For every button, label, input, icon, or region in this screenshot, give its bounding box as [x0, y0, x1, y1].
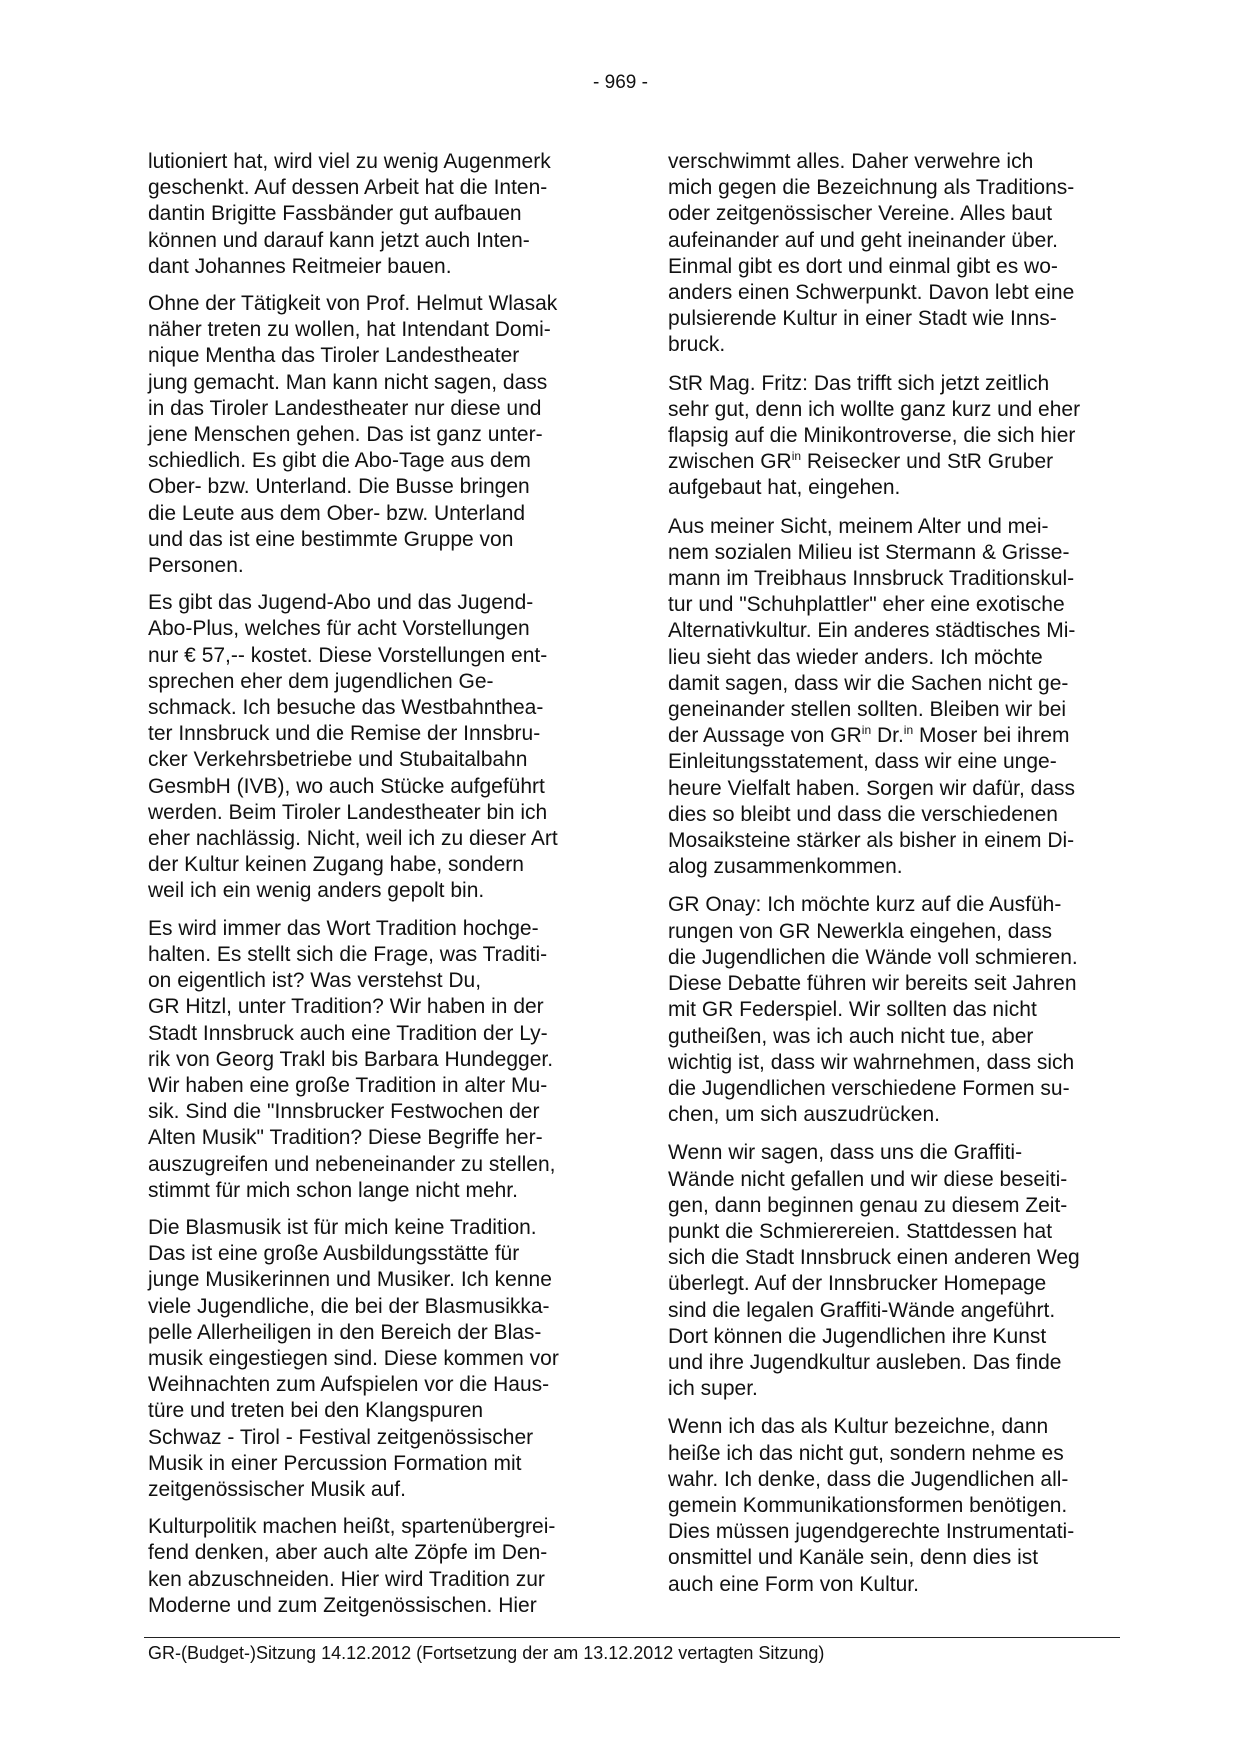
left-column	[148, 149, 598, 1630]
superscript: in	[903, 723, 914, 738]
footer-divider	[144, 1637, 1120, 1638]
text-line: die Jugendlichen die Wände voll schmieren.	[668, 945, 1078, 969]
text-line: die Leute aus dem Ober- bzw. Unterland	[148, 501, 526, 525]
text-line: lutioniert hat, wird viel zu wenig Augenmerk	[148, 150, 551, 173]
text-line: Es gibt das Jugend-Abo und das Jugend-	[148, 591, 534, 615]
text-line: tur und "Schuhplattler" eher eine exotische	[668, 593, 1065, 617]
text-line: Alternativkultur. Ein anderes städtisches Mi-	[668, 619, 1076, 643]
text-line: rungen von GR Newerkla eingehen, dass	[668, 919, 1053, 943]
text-line: junge Musikerinnen und Musiker. Ich kenne	[148, 1268, 552, 1292]
text-line: sik. Sind die "Innsbrucker Festwochen der	[148, 1100, 540, 1124]
superscript: in	[791, 449, 802, 464]
paragraph	[668, 514, 1120, 881]
text-line: Dort können die Jugendlichen ihre Kunst	[668, 1324, 1047, 1348]
text-line: pulsierende Kultur in einer Stadt wie Inns-	[668, 307, 1057, 331]
paragraph	[148, 590, 598, 904]
text-line: Die Blasmusik ist für mich keine Tradition.	[148, 1215, 537, 1239]
text-line: Einmal gibt es dort und einmal gibt es wo-	[668, 254, 1058, 278]
text-line-with-superscript	[668, 449, 1120, 475]
text-line: Stadt Innsbruck auch eine Tradition der Ly-	[148, 1021, 548, 1045]
text-line: dies so bleibt und dass die verschiedenen	[668, 802, 1058, 826]
text-line: Alten Musik" Tradition? Diese Begriffe her-	[148, 1126, 543, 1150]
paragraph	[148, 149, 598, 280]
text-line: ken abzuschneiden. Hier wird Tradition zur	[148, 1567, 545, 1591]
text-line: nique Mentha das Tiroler Landestheater	[148, 344, 520, 368]
text-line: Weihnachten zum Aufspielen vor die Haus-	[148, 1373, 550, 1397]
text-line: stimmt für mich schon lange nicht mehr.	[148, 1178, 518, 1202]
text-line: fend denken, aber auch alte Zöpfe im Den-	[148, 1541, 548, 1565]
text-line: viele Jugendliche, die bei der Blasmusikka-	[148, 1294, 550, 1318]
text-line: Abo-Plus, welches für acht Vorstellungen	[148, 617, 530, 641]
text-line: wichtig ist, dass wir wahrnehmen, dass sich	[668, 1050, 1075, 1074]
text-line: mann im Treibhaus Innsbruck Traditionskul-	[668, 567, 1075, 591]
paragraph	[148, 1514, 598, 1619]
text-line: mit GR Federspiel. Wir sollten das nicht	[668, 998, 1037, 1022]
text-line: Aus meiner Sicht, meinem Alter und mei-	[668, 514, 1049, 538]
text-line: näher treten zu wollen, hat Intendant Domi-	[148, 318, 551, 342]
text-line: Es wird immer das Wort Tradition hochge-	[148, 916, 539, 940]
text-line: Schwaz - Tirol - Festival zeitgenössischer	[148, 1425, 534, 1449]
text-line: pelle Allerheiligen in den Bereich der Blas-	[148, 1320, 542, 1344]
text-line: schiedlich. Es gibt die Abo-Tage aus dem	[148, 449, 531, 473]
page-number: - 969 -	[593, 72, 648, 93]
text-line: lieu sieht das wieder anders. Ich möchte	[668, 645, 1043, 669]
text-line: Kulturpolitik machen heißt, spartenübergrei-	[148, 1515, 556, 1539]
text-line: heiße ich das nicht gut, sondern nehme es	[668, 1441, 1064, 1465]
text-fragment: Dr.	[871, 724, 904, 748]
text-line: und ihre Jugendkultur ausleben. Das finde	[668, 1350, 1062, 1374]
text-line: geschenkt. Auf dessen Arbeit hat die Inten-	[148, 176, 548, 200]
text-line: Personen.	[148, 554, 244, 578]
text-line: überlegt. Auf der Innsbrucker Homepage	[668, 1272, 1047, 1296]
text-line: Wände nicht gefallen und wir diese beseiti-	[668, 1167, 1068, 1191]
text-line: verschwimmt alles. Daher verwehre ich	[668, 150, 1034, 173]
text-line: musik eingestiegen sind. Diese kommen vor	[148, 1346, 559, 1370]
text-line: heure Vielfalt haben. Sorgen wir dafür, dass	[668, 776, 1076, 800]
paragraph	[148, 916, 598, 1204]
text-line: cker Verkehrsbetriebe und Stubaitalbahn	[148, 748, 528, 772]
paragraph	[148, 291, 598, 579]
text-line: gen, dann beginnen genau zu diesem Zeit-	[668, 1193, 1068, 1217]
text-line: Musik in einer Percussion Formation mit	[148, 1451, 522, 1475]
text-line: wahr. Ich denke, dass die Jugendlichen all-	[668, 1467, 1069, 1491]
text-line: bruck.	[668, 333, 726, 357]
text-line: Einleitungsstatement, dass wir eine unge-	[668, 750, 1057, 774]
text-line: auch eine Form von Kultur.	[668, 1572, 919, 1596]
text-line: türe und treten bei den Klangspuren	[148, 1399, 484, 1423]
text-line: auszugreifen und nebeneinander zu stellen,	[148, 1152, 556, 1176]
text-line: sich die Stadt Innsbruck einen anderen Weg	[668, 1246, 1080, 1270]
text-line: GesmbH (IVB), wo auch Stücke aufgeführt	[148, 774, 545, 798]
text-fragment: zwischen GR	[668, 450, 792, 474]
text-line: Moderne und zum Zeitgenössischen. Hier	[148, 1593, 537, 1617]
text-line: Das ist eine große Ausbildungsstätte für	[148, 1242, 520, 1266]
text-line: jene Menschen gehen. Das ist ganz unter-	[148, 423, 543, 447]
text-line: gemein Kommunikationsformen benötigen.	[668, 1493, 1068, 1517]
text-line: aufgebaut hat, eingehen.	[668, 476, 901, 500]
text-line: die Jugendlichen verschiedene Formen su-	[668, 1076, 1070, 1100]
paragraph	[668, 1140, 1120, 1402]
text-line: punkt die Schmierereien. Stattdessen hat	[668, 1219, 1053, 1243]
text-line: können und darauf kann jetzt auch Inten-	[148, 228, 530, 252]
text-line: Dies müssen jugendgerechte Instrumentati-	[668, 1520, 1075, 1544]
text-line: Ober- bzw. Unterland. Die Busse bringen	[148, 475, 530, 499]
text-line: schmack. Ich besuche das Westbahnthea-	[148, 696, 544, 720]
text-line: zeitgenössischer Musik auf.	[148, 1477, 406, 1501]
text-line: ter Innsbruck und die Remise der Innsbru-	[148, 722, 541, 746]
text-line: und das ist eine bestimmte Gruppe von	[148, 527, 514, 551]
text-line: in das Tiroler Landestheater nur diese und	[148, 396, 542, 420]
text-line: sind die legalen Graffiti-Wände angeführt.	[668, 1298, 1056, 1322]
text-line: aufeinander auf und geht ineinander über.	[668, 228, 1058, 252]
text-line: anders einen Schwerpunkt. Davon lebt eine	[668, 281, 1075, 305]
text-fragment: der Aussage von GR	[668, 724, 862, 748]
text-line: jung gemacht. Man kann nicht sagen, dass	[148, 370, 548, 394]
text-line: chen, um sich auszudrücken.	[668, 1103, 940, 1127]
text-line: Ohne der Tätigkeit von Prof. Helmut Wlasak	[148, 292, 558, 316]
text-line: dant Johannes Reitmeier bauen.	[148, 254, 452, 278]
text-line: dantin Brigitte Fassbänder gut aufbauen	[148, 202, 522, 226]
text-line: weil ich ein wenig anders gepolt bin.	[148, 879, 485, 903]
speech-fritz	[668, 371, 1120, 502]
text-line: StR Mag. Fritz: Das trifft sich jetzt zeitlich	[668, 371, 1050, 395]
text-fragment: Moser bei ihrem	[913, 724, 1070, 748]
text-line: alog zusammenkommen.	[668, 855, 903, 879]
text-line: Wenn ich das als Kultur bezeichne, dann	[668, 1415, 1049, 1439]
text-line: werden. Beim Tiroler Landestheater bin ich	[148, 800, 548, 824]
text-line: Mosaiksteine stärker als bisher in einem Di-	[668, 829, 1075, 853]
speech-onay	[668, 892, 1120, 1128]
text-line: Diese Debatte führen wir bereits seit Jahren	[668, 972, 1077, 996]
text-line: Wir haben eine große Tradition in alter Mu-	[148, 1073, 548, 1097]
text-line: eher nachlässig. Nicht, weil ich zu dieser Art	[148, 827, 558, 851]
text-line: nur € 57,-- kostet. Diese Vorstellungen ent-	[148, 643, 548, 667]
text-line: Wenn wir sagen, dass uns die Graffiti-	[668, 1141, 1023, 1165]
text-line: sprechen eher dem jugendlichen Ge-	[148, 669, 494, 693]
text-line: oder zeitgenössischer Vereine. Alles baut	[668, 202, 1053, 226]
text-line: GR Hitzl, unter Tradition? Wir haben in der	[148, 995, 544, 1019]
text-line: flapsig auf die Minikontroverse, die sich hier	[668, 424, 1076, 448]
paragraph	[148, 1215, 598, 1503]
right-column	[668, 149, 1120, 1610]
text-line: damit sagen, dass wir die Sachen nicht ge-	[668, 671, 1069, 695]
text-line: mich gegen die Bezeichnung als Traditions-	[668, 176, 1075, 200]
text-line: halten. Es stellt sich die Frage, was Traditi-	[148, 942, 548, 966]
text-line: nem sozialen Milieu ist Stermann & Grisse-	[668, 540, 1070, 564]
text-line: geneinander stellen sollten. Bleiben wir bei	[668, 698, 1067, 722]
text-line: sehr gut, denn ich wollte ganz kurz und eher	[668, 397, 1081, 421]
text-line: onsmittel und Kanäle sein, denn dies ist	[668, 1546, 1039, 1570]
text-line: on eigentlich ist? Was verstehst Du,	[148, 969, 482, 993]
paragraph	[668, 1414, 1120, 1597]
text-fragment: Reisecker und StR Gruber	[801, 450, 1054, 474]
text-line: der Kultur keinen Zugang habe, sondern	[148, 853, 524, 877]
text-line: GR Onay: Ich möchte kurz auf die Ausfüh-	[668, 893, 1062, 917]
text-line-with-superscript	[668, 723, 1120, 749]
paragraph	[668, 149, 1120, 359]
text-line: gutheißen, was ich auch nicht tue, aber	[668, 1024, 1034, 1048]
text-line: ich super.	[668, 1377, 758, 1401]
page-footer: GR-(Budget-)Sitzung 14.12.2012 (Fortsetzung der am 13.12.2012 vertagten Sitzung)	[148, 1643, 825, 1663]
text-line: rik von Georg Trakl bis Barbara Hundegger.	[148, 1047, 554, 1071]
superscript: in	[861, 723, 872, 738]
